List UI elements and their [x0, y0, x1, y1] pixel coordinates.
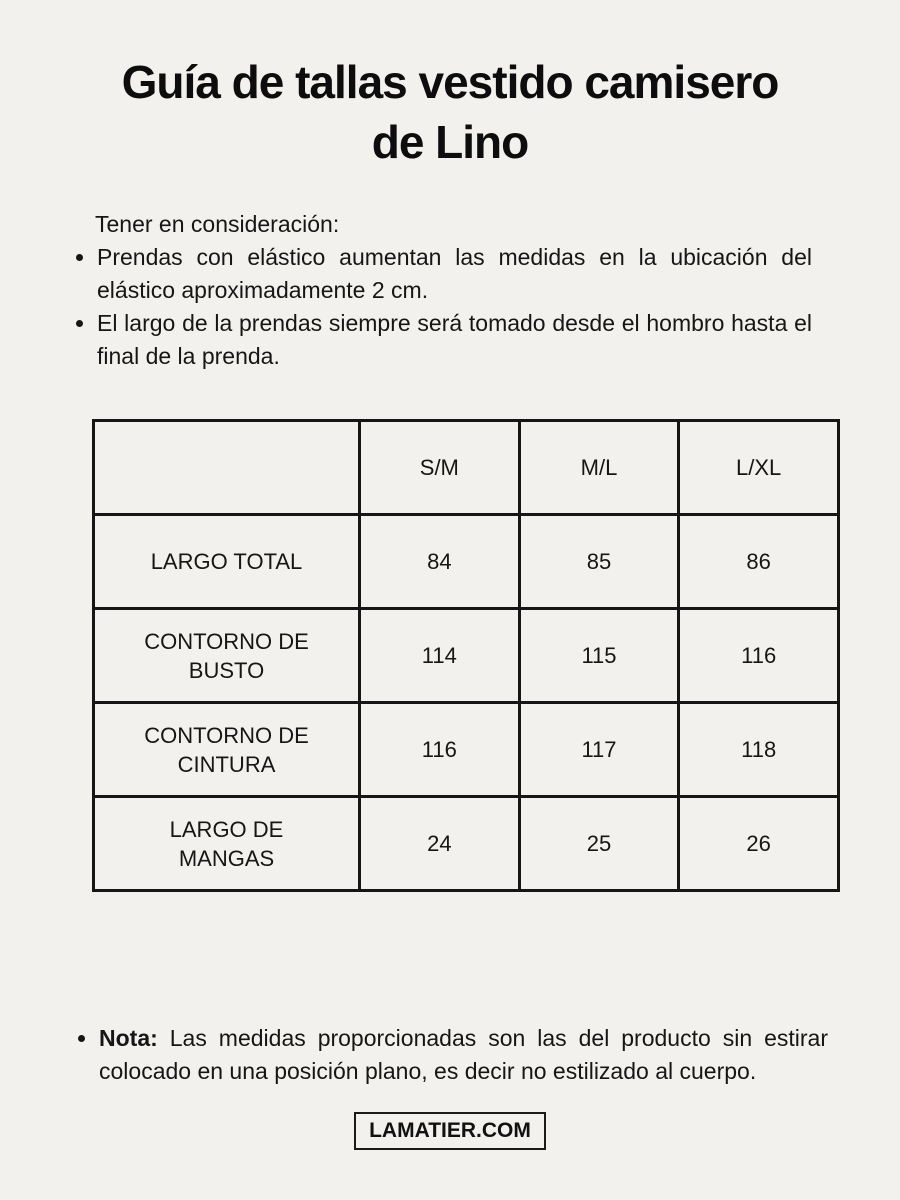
note-item — [99, 1022, 828, 1088]
size-column-header: S/M — [360, 421, 520, 515]
considerations-section — [82, 208, 812, 373]
note-label: Nota: — [99, 1025, 158, 1051]
consideration-item: • Prendas con elástico aumentan las medidas en la ubicación del elástico aproximadamente 2 cm. — [97, 241, 812, 307]
page-title: Guía de tallas vestido camisero de Lino — [121, 56, 779, 168]
size-value: 24 — [360, 797, 520, 891]
table-row — [94, 797, 839, 891]
row-label: CONTORNO DE BUSTO — [94, 609, 360, 703]
note-text: Las medidas proporcionadas son las del producto sin estirar colocado en una posición plano, es decir no estilizado al cuerpo. — [99, 1025, 828, 1084]
size-value: 116 — [679, 609, 839, 703]
corner-cell — [94, 421, 360, 515]
table-row — [94, 515, 839, 609]
note-section — [84, 1022, 828, 1088]
note-list — [84, 1022, 828, 1088]
size-value: 115 — [519, 609, 679, 703]
size-value: 116 — [360, 703, 520, 797]
size-value: 118 — [679, 703, 839, 797]
size-column-header: M/L — [519, 421, 679, 515]
footer — [0, 1112, 900, 1150]
consideration-item: • El largo de la prendas siempre será tomado desde el hombro hasta el final de la prenda. — [97, 307, 812, 373]
size-column-header: L/XL — [679, 421, 839, 515]
considerations-intro: Tener en consideración: — [95, 211, 340, 237]
row-label: LARGO TOTAL — [94, 515, 360, 609]
size-value: 85 — [519, 515, 679, 609]
table-row — [94, 703, 839, 797]
size-value: 26 — [679, 797, 839, 891]
considerations-list — [82, 241, 812, 373]
size-value: 25 — [519, 797, 679, 891]
brand-badge: LAMATIER.COM — [354, 1112, 546, 1150]
row-label: LARGO DE MANGAS — [94, 797, 360, 891]
row-label: CONTORNO DE CINTURA — [94, 703, 360, 797]
size-value: 86 — [679, 515, 839, 609]
size-value: 114 — [360, 609, 520, 703]
size-value: 117 — [519, 703, 679, 797]
size-table — [92, 419, 840, 892]
size-value: 84 — [360, 515, 520, 609]
table-row — [94, 609, 839, 703]
table-header-row — [94, 421, 839, 515]
